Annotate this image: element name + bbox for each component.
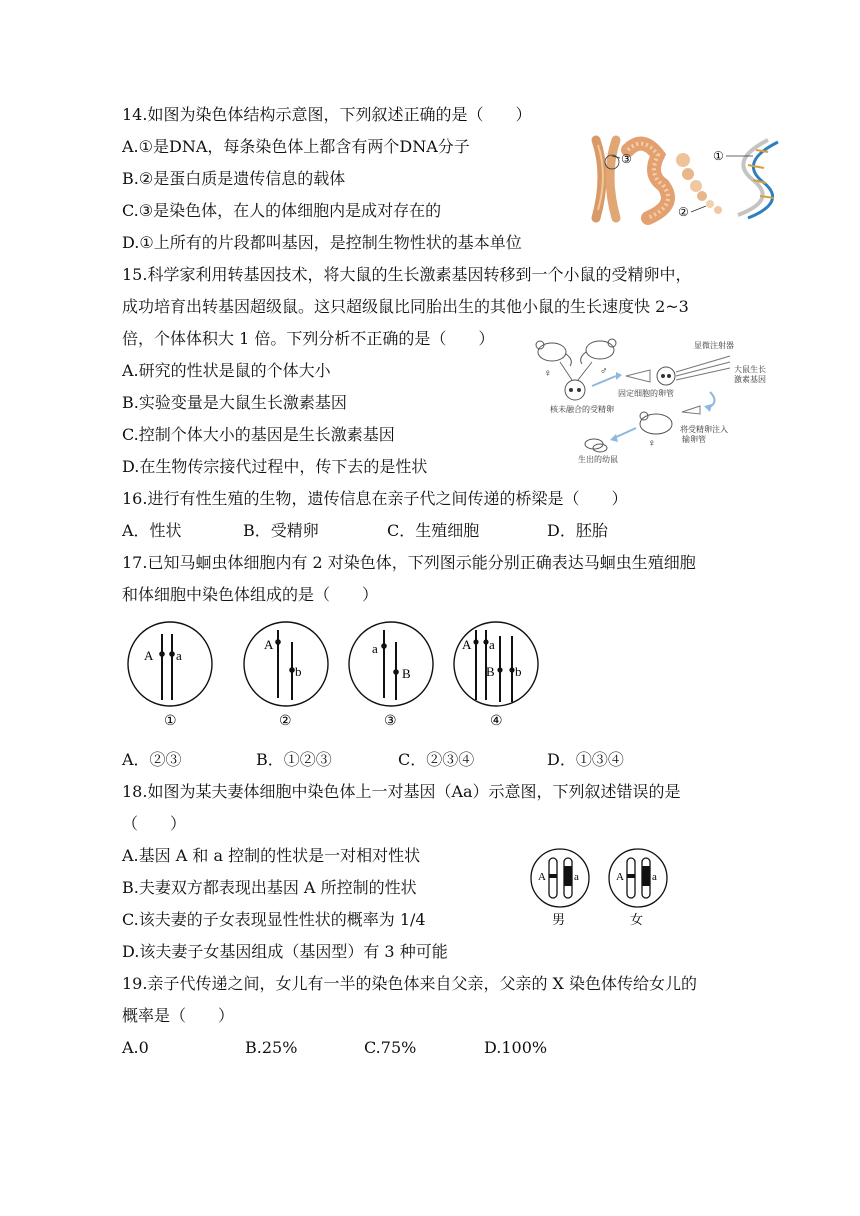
female-label: 女	[630, 913, 644, 928]
q19-option-c: C.75%	[364, 1038, 417, 1057]
inject-caption-1: 将受精卵注入	[680, 425, 728, 434]
cell-1-number: ①	[164, 714, 177, 729]
female-cell	[609, 849, 667, 907]
q16-option-b: B．受精卵	[243, 521, 319, 540]
q15-option-a: A.研究的性状是鼠的个体大小	[122, 361, 331, 380]
q16-option-a: A．性状	[122, 521, 182, 540]
microinjector-caption: 显微注射器	[694, 341, 734, 350]
q14-option-b: B.②是蛋白质是遗传信息的载体	[122, 169, 346, 188]
q17-option-a: A．②③	[122, 750, 182, 769]
rat-gene-caption-2: 激素基因	[734, 375, 766, 384]
male-symbol: ♂	[600, 366, 608, 377]
label-2: ②	[678, 205, 689, 219]
pups-caption: 生出的幼鼠	[578, 455, 618, 464]
q18-option-d: D.该夫妻子女基因组成（基因型）有 3 种可能	[122, 942, 448, 961]
q17-stem-line2: 和体细胞中染色体组成的是（ ）	[122, 585, 379, 604]
pups-icon	[585, 439, 607, 452]
q18-option-a: A.基因 A 和 a 控制的性状是一对相对性状	[122, 846, 421, 865]
q19-option-d: D.100%	[484, 1038, 548, 1057]
q17-option-c: C．②③④	[398, 750, 475, 769]
surrogate-mouse-icon	[640, 412, 672, 434]
q14-stem: 14.如图为染色体结构示意图，下列叙述正确的是（ ）	[122, 105, 532, 124]
transgenic-mouse-figure	[530, 332, 790, 468]
cell-4-gene-3: B	[486, 664, 495, 679]
cell-4-gene-1: A	[462, 637, 472, 652]
couple-gene-figure	[528, 846, 678, 930]
cell-3-gene-right: B	[402, 666, 411, 681]
q14-option-d: D.①上所有的片段都叫基因，是控制生物性状的基本单位	[122, 233, 522, 252]
cell-1	[128, 622, 212, 729]
cell-4	[454, 622, 538, 729]
q19-option-a: A.0	[122, 1038, 149, 1057]
female-gene-A: A	[616, 871, 624, 883]
q14-option-a: A.①是DNA，每条染色体上都含有两个DNA分子	[122, 137, 470, 156]
q14-option-c: C.③是染色体，在人的体细胞内是成对存在的	[122, 201, 442, 220]
dna-double-helix	[738, 140, 778, 218]
male-mouse-icon	[581, 339, 616, 364]
q18-option-c: C.该夫妻的子女表现显性性状的概率为 1/4	[122, 910, 426, 929]
inject-caption-2: 输卵管	[682, 435, 706, 444]
q15-option-c: C.控制个体大小的基因是生长激素基因	[122, 425, 395, 444]
q16-option-d: D．胚胎	[547, 521, 608, 540]
female-gene-a: a	[652, 871, 657, 883]
female-mouse-icon	[536, 341, 571, 366]
coiled-chromatin	[628, 144, 668, 218]
q16-stem: 16.进行有性生殖的生物，遗传信息在亲子代之间传递的桥梁是（ ）	[122, 489, 628, 508]
q17-stem-line1: 17.已知马蛔虫体细胞内有 2 对染色体，下列图示能分别正确表达马蛔虫生殖细胞	[122, 553, 696, 572]
q18-stem-line1: 18.如图为某夫妻体细胞中染色体上一对基因（Aa）示意图，下列叙述错误的是	[122, 782, 681, 801]
chromosome-cells-figure	[120, 616, 540, 736]
cell-4-gene-4: b	[515, 664, 522, 679]
chromosome-x-shape	[596, 140, 616, 218]
q19-option-b: B.25%	[245, 1038, 298, 1057]
q18-option-b: B.夫妻双方都表现出基因 A 所控制的性状	[122, 878, 417, 897]
surrogate-female-symbol: ♀	[648, 438, 656, 449]
cell-2-gene-right: b	[295, 664, 302, 679]
q18-stem-line2: （ ）	[122, 814, 187, 833]
chromosome-structure-figure	[588, 130, 788, 230]
q15-stem-line1: 15.科学家利用转基因技术，将大鼠的生长激素基因转移到一个小鼠的受精卵中，	[122, 265, 692, 284]
cell-2-number: ②	[279, 714, 292, 729]
cell-3	[349, 622, 433, 729]
cell-3-gene-left: a	[372, 641, 378, 656]
fixed-egg-caption: 固定细胞的卵管	[618, 389, 674, 398]
male-cell	[531, 849, 589, 907]
q17-option-d: D．①③④	[547, 750, 624, 769]
cell-4-gene-2: a	[489, 637, 495, 652]
q16-option-c: C．生殖细胞	[387, 521, 480, 540]
label-1: ①	[713, 149, 724, 163]
label-3: ③	[621, 152, 632, 166]
male-label: 男	[552, 913, 566, 928]
male-gene-a: a	[574, 871, 579, 883]
q15-stem-line3: 倍，个体体积大 1 倍。下列分析不正确的是（ ）	[122, 329, 495, 348]
female-symbol: ♀	[544, 368, 552, 379]
cell-2-gene-left: A	[264, 637, 274, 652]
q17-option-b: B．①②③	[256, 750, 332, 769]
cell-1-gene-left: A	[144, 648, 154, 663]
cell-3-number: ③	[384, 714, 397, 729]
q15-option-b: B.实验变量是大鼠生长激素基因	[122, 393, 347, 412]
q15-option-d: D.在生物传宗接代过程中，传下去的是性状	[122, 457, 428, 476]
cell-2	[244, 622, 328, 729]
cell-4-number: ④	[490, 714, 503, 729]
q19-stem-line2: 概率是（ ）	[122, 1006, 235, 1025]
male-gene-A: A	[538, 871, 546, 883]
fertilized-egg-caption: 核未融合的受精卵	[550, 405, 614, 414]
q15-stem-line2: 成功培育出转基因超级鼠。这只超级鼠比同胎出生的其他小鼠的生长速度快 2~3	[122, 297, 689, 316]
cell-1-gene-right: a	[176, 648, 182, 663]
q19-stem-line1: 19.亲子代传递之间，女儿有一半的染色体来自父亲，父亲的 X 染色体传给女儿的	[122, 974, 698, 993]
rat-gene-caption-1: 大鼠生长	[734, 365, 766, 374]
